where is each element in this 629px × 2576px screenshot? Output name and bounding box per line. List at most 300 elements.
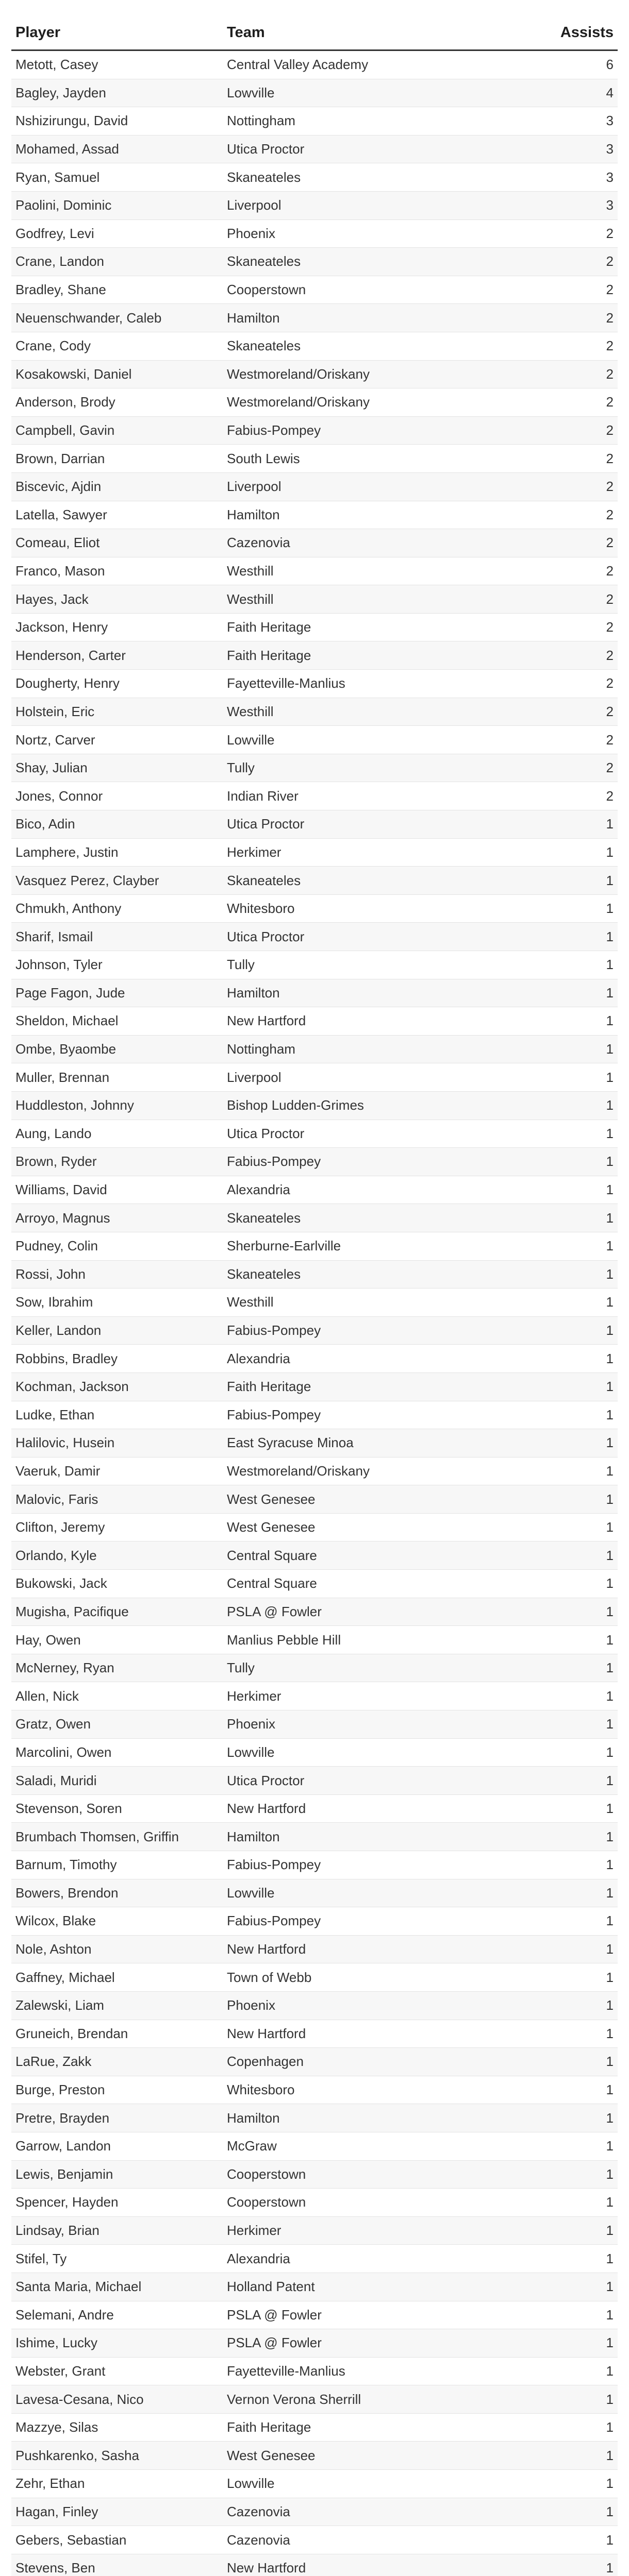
table-row: [11, 1570, 618, 1598]
cell-team: Fabius-Pompey: [223, 1907, 475, 1936]
cell-team: Skaneateles: [223, 332, 475, 360]
cell-team: Faith Heritage: [223, 641, 475, 670]
cell-assists: 1: [475, 1907, 618, 1936]
cell-player: Kochman, Jackson: [11, 1372, 223, 1401]
cell-team: Faith Heritage: [223, 1372, 475, 1401]
table-row: [11, 1316, 618, 1345]
table-row: [11, 332, 618, 360]
cell-player: Orlando, Kyle: [11, 1541, 223, 1570]
column-header-assists[interactable]: Assists: [475, 15, 618, 50]
cell-player: Kosakowski, Daniel: [11, 360, 223, 388]
cell-team: Phoenix: [223, 1710, 475, 1739]
cell-team: East Syracuse Minoa: [223, 1429, 475, 1458]
cell-team: Fabius-Pompey: [223, 416, 475, 445]
cell-player: Selemani, Andre: [11, 2301, 223, 2329]
table-row: [11, 529, 618, 557]
table-row: [11, 501, 618, 529]
table-row: [11, 670, 618, 698]
cell-player: Comeau, Eliot: [11, 529, 223, 557]
table-row: [11, 1513, 618, 1541]
cell-team: West Genesee: [223, 2442, 475, 2470]
cell-team: PSLA @ Fowler: [223, 2301, 475, 2329]
cell-assists: 1: [475, 894, 618, 923]
cell-assists: 1: [475, 1541, 618, 1570]
cell-player: Vasquez Perez, Clayber: [11, 867, 223, 895]
table-row: [11, 416, 618, 445]
cell-team: Town of Webb: [223, 1963, 475, 1992]
table-row: [11, 1935, 618, 1963]
cell-assists: 2: [475, 332, 618, 360]
cell-player: Gratz, Owen: [11, 1710, 223, 1739]
cell-assists: 1: [475, 1823, 618, 1851]
table-row: [11, 1907, 618, 1936]
cell-team: West Genesee: [223, 1485, 475, 1514]
table-row: [11, 1626, 618, 1654]
cell-assists: 1: [475, 2413, 618, 2442]
cell-player: Sow, Ibrahim: [11, 1289, 223, 1317]
cell-player: LaRue, Zakk: [11, 2048, 223, 2076]
cell-player: Stifel, Ty: [11, 2245, 223, 2273]
cell-team: Westhill: [223, 557, 475, 585]
table-row: [11, 838, 618, 867]
cell-team: Lowville: [223, 2470, 475, 2498]
cell-team: Tully: [223, 754, 475, 782]
cell-assists: 3: [475, 163, 618, 192]
cell-assists: 1: [475, 1991, 618, 2020]
cell-player: Santa Maria, Michael: [11, 2273, 223, 2301]
cell-team: Utica Proctor: [223, 135, 475, 163]
table-row: [11, 2526, 618, 2554]
table-row: [11, 1429, 618, 1458]
table-row: [11, 2245, 618, 2273]
cell-team: Nottingham: [223, 1035, 475, 1063]
cell-team: Westhill: [223, 698, 475, 726]
cell-team: McGraw: [223, 2132, 475, 2160]
cell-player: Nortz, Carver: [11, 726, 223, 754]
cell-player: Bico, Adin: [11, 810, 223, 839]
cell-player: Lindsay, Brian: [11, 2216, 223, 2245]
cell-assists: 1: [475, 1289, 618, 1317]
table-row: [11, 951, 618, 979]
cell-player: Dougherty, Henry: [11, 670, 223, 698]
cell-assists: 1: [475, 2329, 618, 2358]
cell-player: Crane, Landon: [11, 248, 223, 276]
table-row: [11, 191, 618, 219]
cell-team: Indian River: [223, 782, 475, 810]
table-row: [11, 2357, 618, 2385]
cell-assists: 2: [475, 472, 618, 501]
cell-team: Copenhagen: [223, 2048, 475, 2076]
cell-assists: 1: [475, 1063, 618, 1092]
table-row: [11, 2442, 618, 2470]
cell-team: Westmoreland/Oriskany: [223, 388, 475, 417]
cell-assists: 1: [475, 2498, 618, 2526]
cell-team: Fabius-Pompey: [223, 1316, 475, 1345]
cell-player: Holstein, Eric: [11, 698, 223, 726]
cell-assists: 1: [475, 923, 618, 951]
cell-player: Lamphere, Justin: [11, 838, 223, 867]
cell-team: PSLA @ Fowler: [223, 1598, 475, 1626]
cell-assists: 1: [475, 1626, 618, 1654]
cell-assists: 2: [475, 248, 618, 276]
table-row: [11, 726, 618, 754]
cell-assists: 1: [475, 1232, 618, 1260]
cell-team: Phoenix: [223, 1991, 475, 2020]
cell-player: Mohamed, Assad: [11, 135, 223, 163]
cell-assists: 2: [475, 416, 618, 445]
cell-team: Alexandria: [223, 1176, 475, 1204]
cell-team: New Hartford: [223, 2020, 475, 2048]
cell-assists: 1: [475, 2020, 618, 2048]
cell-team: New Hartford: [223, 1007, 475, 1036]
cell-assists: 2: [475, 754, 618, 782]
cell-team: Westmoreland/Oriskany: [223, 360, 475, 388]
cell-player: Burge, Preston: [11, 2076, 223, 2104]
table-row: [11, 2216, 618, 2245]
cell-assists: 1: [475, 979, 618, 1007]
table-row: [11, 2132, 618, 2160]
cell-assists: 1: [475, 1345, 618, 1373]
cell-team: Herkimer: [223, 1682, 475, 1710]
cell-assists: 1: [475, 1260, 618, 1289]
cell-assists: 2: [475, 445, 618, 473]
column-header-player[interactable]: Player: [11, 15, 223, 50]
table-row: [11, 1204, 618, 1232]
cell-player: Sheldon, Michael: [11, 1007, 223, 1036]
table-row: [11, 360, 618, 388]
cell-team: Skaneateles: [223, 1204, 475, 1232]
cell-player: Halilovic, Husein: [11, 1429, 223, 1458]
cell-player: Garrow, Landon: [11, 2132, 223, 2160]
cell-assists: 1: [475, 2160, 618, 2189]
cell-team: Skaneateles: [223, 163, 475, 192]
cell-player: Paolini, Dominic: [11, 191, 223, 219]
table-row: [11, 1485, 618, 1514]
table-row: [11, 1289, 618, 1317]
cell-assists: 1: [475, 2216, 618, 2245]
cell-team: Central Square: [223, 1570, 475, 1598]
header-row: [11, 15, 618, 50]
cell-team: Manlius Pebble Hill: [223, 1626, 475, 1654]
cell-assists: 1: [475, 1738, 618, 1767]
cell-team: Westhill: [223, 1289, 475, 1317]
cell-assists: 1: [475, 1513, 618, 1541]
cell-team: Liverpool: [223, 191, 475, 219]
cell-player: Crane, Cody: [11, 332, 223, 360]
cell-player: Jackson, Henry: [11, 613, 223, 641]
table-row: [11, 2160, 618, 2189]
cell-assists: 2: [475, 219, 618, 248]
cell-assists: 2: [475, 670, 618, 698]
cell-assists: 1: [475, 2245, 618, 2273]
cell-player: Zalewski, Liam: [11, 1991, 223, 2020]
table-row: [11, 894, 618, 923]
cell-team: Fayetteville-Manlius: [223, 670, 475, 698]
table-row: [11, 1120, 618, 1148]
cell-team: Lowville: [223, 79, 475, 107]
cell-assists: 1: [475, 1710, 618, 1739]
cell-player: Zehr, Ethan: [11, 2470, 223, 2498]
cell-team: Holland Patent: [223, 2273, 475, 2301]
table-row: [11, 2413, 618, 2442]
cell-assists: 1: [475, 2357, 618, 2385]
cell-player: Pudney, Colin: [11, 1232, 223, 1260]
cell-player: Hay, Owen: [11, 1626, 223, 1654]
cell-team: New Hartford: [223, 1794, 475, 1823]
table-row: [11, 867, 618, 895]
cell-assists: 2: [475, 585, 618, 614]
cell-assists: 1: [475, 810, 618, 839]
cell-assists: 1: [475, 1401, 618, 1429]
cell-team: Fayetteville-Manlius: [223, 2357, 475, 2385]
cell-player: Bukowski, Jack: [11, 1570, 223, 1598]
cell-team: Central Square: [223, 1541, 475, 1570]
table-row: [11, 1035, 618, 1063]
cell-team: Herkimer: [223, 838, 475, 867]
cell-assists: 1: [475, 2554, 618, 2576]
cell-assists: 1: [475, 867, 618, 895]
cell-assists: 1: [475, 1176, 618, 1204]
table-row: [11, 1148, 618, 1176]
cell-team: Hamilton: [223, 2104, 475, 2132]
cell-team: Lowville: [223, 726, 475, 754]
cell-assists: 2: [475, 613, 618, 641]
table-row: [11, 219, 618, 248]
cell-team: Whitesboro: [223, 894, 475, 923]
cell-player: Ishime, Lucky: [11, 2329, 223, 2358]
table-row: [11, 107, 618, 135]
table-row: [11, 1260, 618, 1289]
cell-assists: 3: [475, 107, 618, 135]
cell-assists: 2: [475, 304, 618, 332]
table-row: [11, 1767, 618, 1795]
cell-player: Mugisha, Pacifique: [11, 1598, 223, 1626]
table-row: [11, 585, 618, 614]
cell-team: Fabius-Pompey: [223, 1851, 475, 1879]
table-row: [11, 782, 618, 810]
table-row: [11, 1682, 618, 1710]
table-row: [11, 557, 618, 585]
table-row: [11, 2048, 618, 2076]
table-row: [11, 135, 618, 163]
cell-player: Nole, Ashton: [11, 1935, 223, 1963]
cell-team: Vernon Verona Sherrill: [223, 2385, 475, 2414]
cell-player: Ombe, Byaombe: [11, 1035, 223, 1063]
table-row: [11, 2301, 618, 2329]
table-row: [11, 810, 618, 839]
table-body: [11, 50, 618, 2576]
table-row: [11, 1232, 618, 1260]
cell-player: Hayes, Jack: [11, 585, 223, 614]
table-row: [11, 1401, 618, 1429]
cell-player: Shay, Julian: [11, 754, 223, 782]
cell-player: Saladi, Muridi: [11, 1767, 223, 1795]
cell-player: Neuenschwander, Caleb: [11, 304, 223, 332]
table-row: [11, 1654, 618, 1682]
cell-team: Fabius-Pompey: [223, 1148, 475, 1176]
cell-assists: 1: [475, 2104, 618, 2132]
cell-team: Cazenovia: [223, 2498, 475, 2526]
cell-assists: 1: [475, 2470, 618, 2498]
cell-assists: 1: [475, 2076, 618, 2104]
cell-assists: 1: [475, 1682, 618, 1710]
table-row: [11, 979, 618, 1007]
cell-team: Lowville: [223, 1738, 475, 1767]
cell-team: Skaneateles: [223, 248, 475, 276]
cell-player: Vaeruk, Damir: [11, 1457, 223, 1485]
cell-player: Jones, Connor: [11, 782, 223, 810]
cell-assists: 1: [475, 1570, 618, 1598]
cell-player: Franco, Mason: [11, 557, 223, 585]
cell-player: McNerney, Ryan: [11, 1654, 223, 1682]
cell-assists: 1: [475, 1035, 618, 1063]
cell-team: Tully: [223, 1654, 475, 1682]
cell-team: Cooperstown: [223, 276, 475, 304]
cell-team: Tully: [223, 951, 475, 979]
table-row: [11, 1851, 618, 1879]
cell-assists: 1: [475, 1148, 618, 1176]
cell-player: Robbins, Bradley: [11, 1345, 223, 1373]
cell-team: Utica Proctor: [223, 810, 475, 839]
cell-assists: 1: [475, 1879, 618, 1907]
table-row: [11, 754, 618, 782]
cell-player: Stevenson, Soren: [11, 1794, 223, 1823]
cell-assists: 1: [475, 1935, 618, 1963]
cell-assists: 1: [475, 2442, 618, 2470]
cell-player: Bowers, Brendon: [11, 1879, 223, 1907]
table-row: [11, 2273, 618, 2301]
cell-player: Huddleston, Johnny: [11, 1091, 223, 1120]
cell-player: Metott, Casey: [11, 50, 223, 79]
cell-assists: 1: [475, 1457, 618, 1485]
table-row: [11, 304, 618, 332]
assists-table: [11, 15, 618, 2576]
cell-player: Chmukh, Anthony: [11, 894, 223, 923]
cell-player: Mazzye, Silas: [11, 2413, 223, 2442]
cell-player: Lavesa-Cesana, Nico: [11, 2385, 223, 2414]
table-row: [11, 641, 618, 670]
cell-player: Hagan, Finley: [11, 2498, 223, 2526]
table-row: [11, 1879, 618, 1907]
cell-player: Muller, Brennan: [11, 1063, 223, 1092]
table-row: [11, 1991, 618, 2020]
cell-team: Alexandria: [223, 2245, 475, 2273]
cell-player: Stevens, Ben: [11, 2554, 223, 2576]
table-row: [11, 2076, 618, 2104]
cell-team: Westhill: [223, 585, 475, 614]
cell-team: Whitesboro: [223, 2076, 475, 2104]
cell-assists: 1: [475, 1429, 618, 1458]
cell-assists: 2: [475, 388, 618, 417]
table-row: [11, 1091, 618, 1120]
table-row: [11, 2498, 618, 2526]
cell-assists: 1: [475, 2273, 618, 2301]
cell-team: Faith Heritage: [223, 2413, 475, 2442]
cell-assists: 4: [475, 79, 618, 107]
cell-player: Biscevic, Ajdin: [11, 472, 223, 501]
cell-player: Webster, Grant: [11, 2357, 223, 2385]
cell-team: Cazenovia: [223, 2526, 475, 2554]
table-row: [11, 2554, 618, 2576]
table-row: [11, 698, 618, 726]
cell-team: Bishop Ludden-Grimes: [223, 1091, 475, 1120]
cell-assists: 1: [475, 2132, 618, 2160]
cell-team: Liverpool: [223, 472, 475, 501]
cell-player: Spencer, Hayden: [11, 2189, 223, 2217]
cell-team: Hamilton: [223, 304, 475, 332]
cell-assists: 1: [475, 1598, 618, 1626]
cell-assists: 2: [475, 641, 618, 670]
cell-team: Sherburne-Earlville: [223, 1232, 475, 1260]
cell-team: Central Valley Academy: [223, 50, 475, 79]
cell-assists: 1: [475, 2385, 618, 2414]
cell-assists: 2: [475, 782, 618, 810]
table-row: [11, 1710, 618, 1739]
table-row: [11, 1598, 618, 1626]
cell-player: Pretre, Brayden: [11, 2104, 223, 2132]
cell-player: Brown, Darrian: [11, 445, 223, 473]
cell-team: Phoenix: [223, 219, 475, 248]
table-row: [11, 1794, 618, 1823]
cell-assists: 2: [475, 360, 618, 388]
table-row: [11, 163, 618, 192]
cell-player: Anderson, Brody: [11, 388, 223, 417]
cell-assists: 2: [475, 557, 618, 585]
cell-assists: 6: [475, 50, 618, 79]
table-row: [11, 50, 618, 79]
cell-team: Utica Proctor: [223, 1120, 475, 1148]
cell-team: South Lewis: [223, 445, 475, 473]
cell-team: Hamilton: [223, 1823, 475, 1851]
cell-team: Cooperstown: [223, 2189, 475, 2217]
cell-team: West Genesee: [223, 1513, 475, 1541]
cell-player: Pushkarenko, Sasha: [11, 2442, 223, 2470]
cell-assists: 2: [475, 726, 618, 754]
cell-team: Skaneateles: [223, 1260, 475, 1289]
cell-player: Marcolini, Owen: [11, 1738, 223, 1767]
cell-team: Herkimer: [223, 2216, 475, 2245]
column-header-team[interactable]: Team: [223, 15, 475, 50]
cell-team: PSLA @ Fowler: [223, 2329, 475, 2358]
cell-assists: 1: [475, 2189, 618, 2217]
cell-team: New Hartford: [223, 2554, 475, 2576]
table-row: [11, 2104, 618, 2132]
cell-assists: 1: [475, 1767, 618, 1795]
cell-assists: 2: [475, 698, 618, 726]
table-row: [11, 2329, 618, 2358]
table-row: [11, 248, 618, 276]
cell-assists: 1: [475, 2526, 618, 2554]
cell-team: Cazenovia: [223, 529, 475, 557]
table-row: [11, 1063, 618, 1092]
cell-player: Bradley, Shane: [11, 276, 223, 304]
cell-team: Utica Proctor: [223, 1767, 475, 1795]
cell-player: Nshizirungu, David: [11, 107, 223, 135]
table-row: [11, 79, 618, 107]
cell-player: Ludke, Ethan: [11, 1401, 223, 1429]
cell-assists: 1: [475, 838, 618, 867]
cell-player: Gaffney, Michael: [11, 1963, 223, 1992]
table-row: [11, 2020, 618, 2048]
cell-player: Aung, Lando: [11, 1120, 223, 1148]
cell-player: Williams, David: [11, 1176, 223, 1204]
cell-assists: 2: [475, 501, 618, 529]
cell-player: Keller, Landon: [11, 1316, 223, 1345]
cell-team: Cooperstown: [223, 2160, 475, 2189]
cell-assists: 1: [475, 1316, 618, 1345]
cell-player: Sharif, Ismail: [11, 923, 223, 951]
table-row: [11, 276, 618, 304]
